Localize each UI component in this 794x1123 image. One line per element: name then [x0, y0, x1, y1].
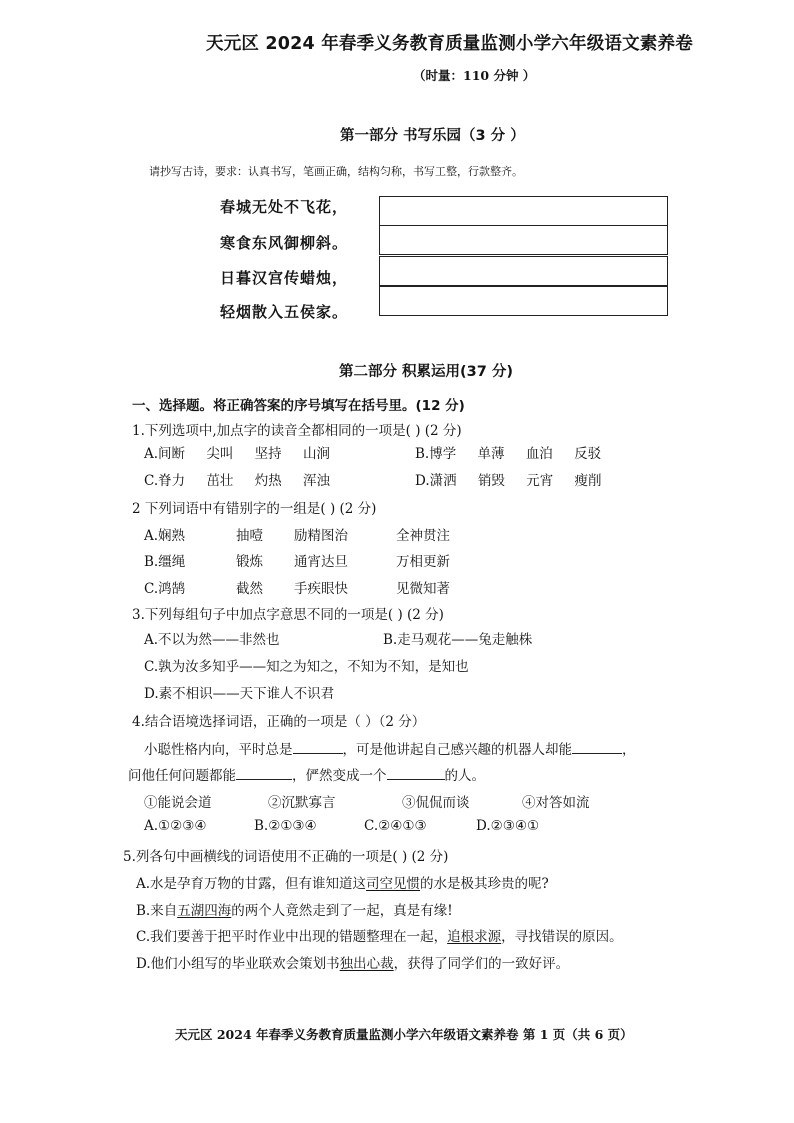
q5-option-a [136, 872, 549, 892]
q4-text-3: ， [622, 742, 636, 758]
q2-option-a [144, 524, 450, 544]
q5-stem: 5.列各句中画横线的词语使用不正确的一项是( ) (2 分) [123, 849, 449, 865]
q5-b-text-1: B.来自 [136, 903, 178, 919]
q3-stem: 3.下列每组句子中加点字意思不同的一项是( ) (2 分) [132, 607, 444, 623]
q4-blank-1[interactable] [293, 739, 343, 754]
q2-b-word-4: 万相更新 [396, 554, 450, 570]
q4-options [144, 818, 539, 834]
poem-line-1: 春城无处不飞花， [220, 198, 349, 216]
q5-a-text-2: 的水是极其珍贵的呢? [420, 876, 549, 892]
q2-c-word-2: 截然 [236, 581, 263, 597]
q4-text-1: 小聪性格内向，平时总是 [144, 742, 293, 758]
q5-d-underlined: 独出心裁 [339, 956, 394, 972]
q1-a-word-1: A.间断 [144, 446, 186, 462]
q4-blank-3[interactable] [236, 765, 292, 780]
q1-c-word-3: 灼热 [254, 473, 282, 489]
q5-d-text-2: ，获得了同学们的一致好评。 [393, 956, 570, 972]
q2-c-word-4: 见微知著 [396, 581, 450, 597]
q1-option-c [144, 469, 330, 489]
q5-option-b [136, 899, 453, 919]
q2-a-word-4: 全神贯注 [396, 528, 450, 544]
q4-passage-line-1 [144, 738, 636, 758]
q1-a-word-4: 山涧 [302, 446, 330, 462]
q1-d-word-3: 元宵 [526, 473, 554, 489]
exam-duration: （时量：110 分钟 ） [413, 68, 536, 83]
q4-option-a: A.①②③④ [144, 818, 207, 834]
poem-line-4: 轻烟散入五侯家。 [220, 303, 349, 321]
q5-c-text-1: C.我们要善于把平时作业中出现的错题整理在一起， [136, 929, 448, 945]
q2-b-word-3: 通宵达旦 [294, 554, 348, 570]
q2-option-b [144, 550, 450, 570]
q5-c-underlined: 追根求源 [447, 929, 502, 945]
q1-a-word-2: 尖叫 [206, 446, 234, 462]
q2-a-word-3: 励精图治 [294, 528, 348, 544]
q2-c-word-1: C.鸿鹄 [144, 581, 186, 597]
q4-option-d: D.②③④① [476, 818, 540, 834]
q2-option-c [144, 577, 450, 597]
copy-box-4[interactable] [379, 286, 668, 316]
q2-a-word-1: A.娴熟 [144, 528, 186, 544]
q5-a-underlined: 司空见惯 [366, 876, 421, 892]
q1-b-word-3: 血泊 [525, 446, 553, 462]
q5-c-text-2: ，寻找错误的原因。 [501, 929, 623, 945]
q5-b-underlined: 五湖四海 [177, 903, 232, 919]
q4-word-4: ④对答如流 [522, 795, 590, 811]
poem-line-3: 日暮汉宫传蜡烛， [220, 269, 349, 287]
q4-word-2: ②沉默寡言 [268, 795, 336, 811]
q4-option-c: C.②④①③ [364, 818, 427, 834]
q5-d-text-1: D.他们小组写的毕业联欢会策划书 [136, 956, 340, 972]
q3-option-a: A.不以为然——非然也 [144, 632, 280, 648]
q4-blank-4[interactable] [387, 765, 445, 780]
q4-words [144, 791, 590, 811]
q1-d-word-1: D.潇洒 [415, 473, 457, 489]
q5-b-text-2: 的两个人竟然走到了一起，真是有缘! [231, 903, 453, 919]
q1-c-word-2: 茁壮 [206, 473, 234, 489]
part1-heading: 第一部分 书写乐园（3 分 ） [340, 128, 525, 144]
q4-option-b: B.②①③④ [254, 818, 317, 834]
q1-b-word-2: 单薄 [477, 446, 505, 462]
q1-option-a [144, 442, 330, 462]
q2-stem: 2 下列词语中有错别字的一组是( ) (2 分) [132, 501, 377, 517]
q4-passage-line-2 [128, 764, 485, 784]
exam-title: 天元区 2024 年春季义务教育质量监测小学六年级语文素养卷 [206, 34, 693, 54]
q1-option-d [415, 469, 602, 489]
q1-d-word-2: 销毁 [477, 473, 505, 489]
q2-a-word-2: 抽噎 [236, 528, 263, 544]
q1-c-word-1: C.脊力 [144, 473, 186, 489]
q4-word-3: ③侃侃而谈 [402, 795, 470, 811]
q2-b-word-2: 锻炼 [236, 554, 263, 570]
q4-blank-2[interactable] [572, 739, 622, 754]
q4-text-6: 的人。 [444, 768, 485, 784]
q3-option-d: D.素不相识——天下谁人不识君 [144, 686, 335, 702]
copy-box-2[interactable] [379, 225, 668, 255]
q1-option-b [415, 442, 601, 462]
copy-box-3[interactable] [379, 256, 668, 286]
q4-text-4: 问他任何问题都能 [128, 768, 236, 784]
q4-word-1: ①能说会道 [144, 795, 212, 811]
q1-stem: 1.下列选项中,加点字的读音全都相同的一项是( ) (2 分) [132, 423, 462, 439]
poem-line-2: 寒食东风御柳斜。 [220, 234, 349, 252]
q1-d-word-4: 瘦削 [574, 473, 602, 489]
page-footer: 天元区 2024 年春季义务教育质量监测小学六年级语文素养卷 第 1 页（共 6 页） [175, 1027, 633, 1042]
q4-text-2: ，可是他讲起自己感兴趣的机器人却能 [342, 742, 572, 758]
q5-option-d [136, 952, 569, 972]
part1-requirement: 请抄写古诗，要求：认真书写，笔画正确，结构匀称，书写工整，行款整齐。 [149, 165, 523, 178]
q2-c-word-3: 手疾眼快 [294, 581, 348, 597]
q3-option-b: B.走马观花——兔走触株 [383, 632, 533, 648]
q1-b-word-1: B.博学 [415, 446, 457, 462]
q1-b-word-4: 反驳 [574, 446, 602, 462]
q5-a-text-1: A.水是孕育万物的甘露，但有谁知道这 [136, 876, 367, 892]
part2-heading: 第二部分 积累运用(37 分) [339, 364, 514, 380]
section1-heading: 一、选择题。将正确答案的序号填写在括号里。(12 分) [132, 398, 465, 414]
copy-box-1[interactable] [379, 196, 668, 226]
q1-a-word-3: 坚持 [254, 446, 282, 462]
q4-stem: 4.结合语境选择词语，正确的一项是（ ）（2 分） [132, 714, 426, 730]
q3-option-c: C.孰为汝多知乎——知之为知之，不知为不知，是知也 [144, 659, 469, 675]
q5-option-c [136, 925, 623, 945]
q4-text-5: ，俨然变成一个 [292, 768, 387, 784]
q1-c-word-4: 浑浊 [303, 473, 331, 489]
q2-b-word-1: B.缰绳 [144, 554, 186, 570]
